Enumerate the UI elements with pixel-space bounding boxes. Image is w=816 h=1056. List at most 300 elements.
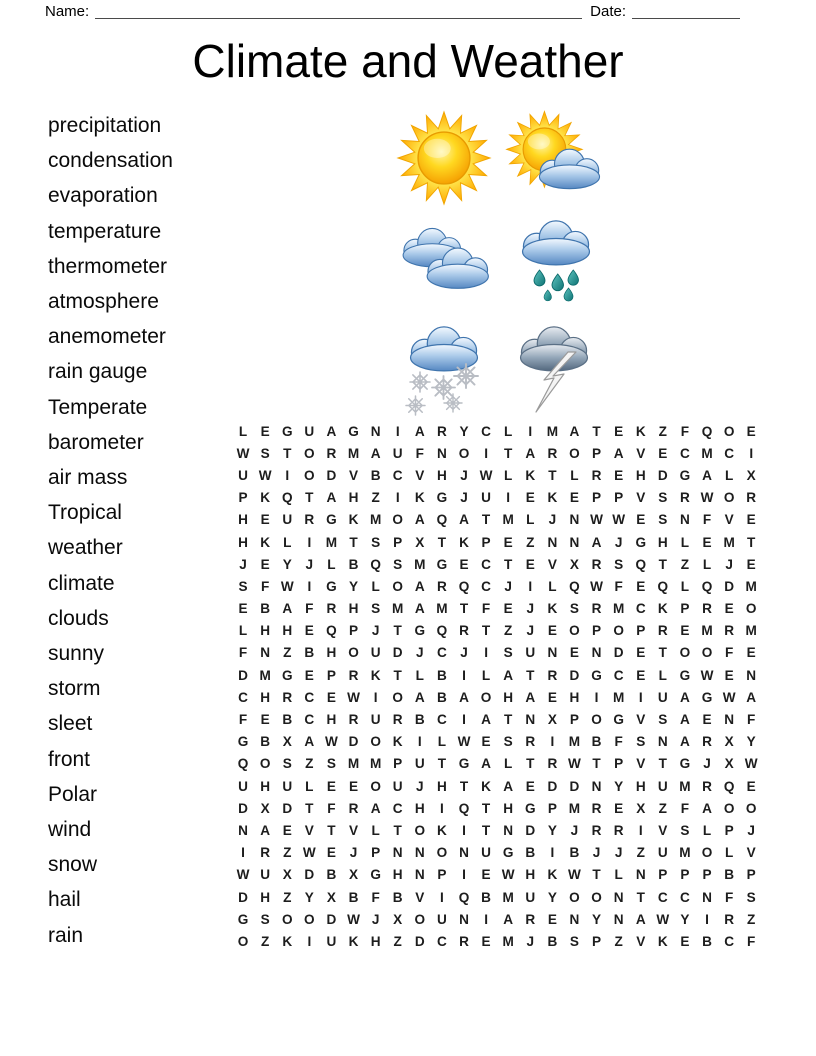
grid-letter: I [550,734,555,750]
grid-letter: N [569,911,580,927]
grid-letter: E [746,645,756,661]
grid-letter: D [613,645,624,661]
grid-letter: T [658,556,667,572]
word-item: Temperate [48,395,148,419]
grid-letter: E [636,578,646,594]
grid-letter: C [436,645,447,661]
grid-letter: K [547,490,558,506]
grid-letter: H [326,712,337,728]
grid-letter: F [238,645,248,661]
grid-letter: D [724,578,735,594]
grid-letter: Z [526,534,535,550]
grid-letter: H [525,867,536,883]
grid-letter: T [504,712,513,728]
grid-letter: O [436,845,448,861]
grid-letter: A [680,734,690,750]
grid-letter: J [614,845,623,861]
grid-letter: X [260,800,270,816]
grid-letter: S [746,889,756,905]
grid-letter: I [440,800,444,816]
grid-letter: D [238,667,248,683]
grid-letter: O [723,800,735,816]
grid-letter: J [703,756,711,772]
grid-letter: K [525,467,536,483]
grid-letter: U [326,933,337,949]
grid-letter: L [702,556,712,572]
grid-letter: V [304,822,314,838]
grid-letter: A [569,423,580,439]
grid-letter: G [414,623,426,639]
grid-letter: B [436,689,447,705]
grid-letter: E [547,911,557,927]
grid-letter: B [547,933,558,949]
grid-letter: E [569,490,579,506]
grid-letter: P [393,534,403,550]
grid-letter: S [260,445,270,461]
grid-letter: O [458,445,470,461]
grid-letter: H [260,778,271,794]
grid-letter: E [702,712,712,728]
grid-letter: Z [658,800,667,816]
grid-letter: I [594,689,599,705]
grid-letter: A [304,734,315,750]
grid-letter: J [239,556,247,572]
grid-letter: U [657,845,668,861]
grid-letter: S [658,712,668,728]
grid-letter: W [590,512,603,528]
grid-letter: C [304,712,315,728]
grid-letter: J [570,822,579,838]
grid-letter: G [281,667,293,683]
grid-letter: U [657,778,668,794]
grid-letter: Q [436,512,448,528]
grid-letter: R [591,800,602,816]
grid-letter: L [481,667,491,683]
grid-letter: S [614,556,624,572]
grid-letter: A [326,423,337,439]
grid-letter: N [724,712,735,728]
grid-letter: A [414,601,425,617]
grid-letter: P [636,623,646,639]
grid-letter: M [745,578,757,594]
grid-letter: J [349,845,358,861]
grid-letter: B [414,712,425,728]
grid-letter: O [304,911,315,927]
grid-letter: O [281,911,293,927]
grid-letter: M [568,800,581,816]
grid-letter: I [395,423,400,439]
grid-letter: J [305,556,314,572]
grid-letter: X [547,712,557,728]
word-item: barometer [48,430,144,454]
word-item: evaporation [48,184,158,208]
grid-letter: N [591,778,602,794]
grid-letter: N [525,712,536,728]
grid-letter: K [547,601,558,617]
grid-letter: X [746,467,756,483]
grid-letter: I [528,423,533,439]
grid-letter: Q [723,778,735,794]
grid-letter: H [436,467,447,483]
grid-letter: Y [614,778,624,794]
grid-letter: L [415,667,424,683]
word-item: temperature [48,219,162,243]
grid-letter: O [591,712,602,728]
grid-letter: P [592,445,602,461]
grid-letter: W [280,578,294,594]
grid-letter: K [260,490,271,506]
grid-letter: M [679,778,691,794]
grid-letter: I [749,445,754,461]
grid-letter: E [304,623,314,639]
grid-letter: H [238,512,248,528]
grid-letter: K [370,667,381,683]
grid-letter: Q [281,490,293,506]
grid-letter: G [436,556,448,572]
grid-letter: H [260,689,271,705]
grid-letter: T [283,445,292,461]
grid-letter: E [348,778,359,794]
grid-letter: H [260,623,271,639]
grid-letter: B [392,889,403,905]
word-item: climate [48,571,115,595]
grid-letter: U [238,778,248,794]
grid-letter: P [680,601,690,617]
grid-letter: C [392,467,403,483]
grid-letter: R [348,800,359,816]
grid-letter: V [636,490,646,506]
grid-letter: T [437,534,447,550]
grid-letter: A [459,512,469,528]
grid-letter: O [745,601,757,617]
grid-letter: J [371,911,380,927]
grid-letter: L [570,467,579,483]
grid-letter: F [747,933,756,949]
grid-letter: R [392,712,403,728]
grid-letter: R [348,712,359,728]
word-item: weather [48,536,123,560]
grid-letter: T [349,534,358,550]
grid-letter: R [613,822,624,838]
grid-letter: E [525,556,535,572]
grid-letter: G [458,756,470,772]
grid-letter: B [326,867,337,883]
grid-letter: Q [436,623,448,639]
grid-letter: H [414,800,425,816]
grid-letter: G [679,756,691,772]
grid-letter: Y [592,911,602,927]
grid-letter: R [702,734,712,750]
grid-letter: P [724,822,734,838]
grid-letter: K [414,490,425,506]
grid-letter: I [307,578,312,594]
grid-letter: J [526,601,535,617]
grid-letter: N [547,534,558,550]
grid-letter: I [484,445,488,461]
grid-letter: H [635,778,646,794]
grid-letter: T [393,667,402,683]
grid-letter: L [238,623,248,639]
word-item: rain [48,923,84,947]
grid-letter: S [371,601,381,617]
grid-letter: N [414,867,425,883]
grid-letter: A [370,800,381,816]
grid-letter: E [680,933,690,949]
grid-letter: N [436,445,447,461]
grid-letter: T [305,800,314,816]
grid-letter: W [347,689,360,705]
grid-letter: W [501,867,515,883]
grid-letter: P [371,845,381,861]
grid-letter: G [436,490,448,506]
grid-letter: A [525,689,536,705]
grid-letter: J [460,490,468,506]
grid-letter: G [679,467,691,483]
word-list [48,108,248,953]
grid-letter: U [238,467,248,483]
grid-letter: L [680,578,690,594]
grid-letter: W [236,867,250,883]
grid-letter: Q [370,556,381,572]
grid-letter: S [371,534,381,550]
grid-letter: N [657,734,668,750]
grid-letter: S [680,822,690,838]
grid-letter: U [525,645,536,661]
grid-letter: O [613,623,624,639]
grid-letter: M [502,933,514,949]
word-item: front [48,747,91,771]
grid-letter: K [348,933,359,949]
grid-letter: I [638,689,643,705]
grid-letter: I [528,578,533,594]
grid-letter: M [745,623,757,639]
grid-letter: R [680,490,690,506]
grid-letter: P [238,490,248,506]
grid-letter: A [414,423,425,439]
grid-letter: V [746,845,756,861]
grid-letter: N [459,911,469,927]
grid-letter: W [568,867,581,883]
grid-letter: B [260,734,271,750]
grid-letter: X [282,734,292,750]
date-label: Date: [590,3,626,20]
grid-letter: N [569,534,580,550]
grid-letter: T [548,467,557,483]
grid-letter: U [392,778,403,794]
grid-letter: E [260,423,270,439]
grid-letter: M [414,556,426,572]
word-item: storm [48,677,101,701]
grid-letter: I [550,845,555,861]
grid-letter: S [503,734,513,750]
grid-letter: A [481,712,491,728]
grid-letter: V [348,467,359,483]
word-item: thermometer [48,254,168,278]
grid-letter: R [525,911,536,927]
word-item: rain gauge [48,360,148,384]
grid-letter: V [415,467,425,483]
grid-letter: H [436,778,447,794]
grid-letter: I [417,734,422,750]
grid-letter: C [481,578,491,594]
grid-letter: I [285,467,290,483]
grid-letter: T [592,756,601,772]
grid-letter: B [304,645,315,661]
grid-letter: T [459,601,469,617]
grid-letter: E [481,933,491,949]
grid-letter: N [746,667,757,683]
grid-letter: E [282,822,292,838]
weather-icons [388,108,612,420]
grid-letter: S [238,578,248,594]
grid-letter: B [591,734,602,750]
grid-letter: L [548,578,557,594]
grid-letter: X [569,556,579,572]
word-item: air mass [48,466,128,490]
grid-letter: V [636,712,646,728]
grid-letter: L [724,467,734,483]
grid-letter: T [393,822,402,838]
grid-letter: O [701,845,713,861]
grid-letter: A [260,822,271,838]
grid-letter: C [680,889,690,905]
grid-letter: Q [458,578,470,594]
grid-letter: G [326,512,337,528]
grid-letter: T [481,512,491,528]
grid-letter: B [702,933,712,949]
grid-letter: B [260,601,271,617]
grid-letter: R [746,490,757,506]
grid-letter: M [612,689,625,705]
grid-letter: A [503,911,514,927]
grid-letter: O [569,889,580,905]
grid-letter: X [326,889,336,905]
grid-letter: X [282,867,292,883]
word-item: Tropical [48,501,122,525]
grid-letter: T [305,490,314,506]
grid-letter: D [348,734,359,750]
grid-letter: E [746,423,756,439]
grid-letter: C [724,933,735,949]
grid-letter: I [307,933,312,949]
grid-letter: F [260,578,270,594]
grid-letter: E [503,601,513,617]
grid-letter: Q [635,556,647,572]
grid-letter: E [746,512,756,528]
grid-letter: A [414,512,425,528]
grid-letter: J [548,512,557,528]
grid-letter: O [237,933,249,949]
grid-letter: L [437,734,447,750]
grid-letter: J [416,778,424,794]
grid-letter: J [526,623,535,639]
grid-letter: T [481,800,491,816]
grid-letter: F [238,712,248,728]
grid-letter: D [569,667,580,683]
word-item: Polar [48,782,98,806]
grid-letter: Z [260,933,270,949]
grid-letter: H [238,534,248,550]
grid-letter: I [638,822,643,838]
grid-letter: O [304,467,315,483]
grid-letter: R [525,734,536,750]
grid-letter: W [700,490,714,506]
grid-letter: E [525,490,535,506]
grid-letter: C [657,889,668,905]
grid-letter: R [304,512,315,528]
grid-letter: R [702,601,712,617]
grid-letter: O [723,423,735,439]
grid-letter: O [679,645,691,661]
grid-letter: N [569,512,580,528]
grid-letter: R [547,445,558,461]
grid-letter: M [723,534,735,550]
grid-letter: I [462,867,466,883]
grid-letter: O [370,734,381,750]
grid-letter: A [702,800,712,816]
grid-letter: D [282,800,293,816]
grid-letter: E [326,689,336,705]
grid-letter: O [480,689,492,705]
grid-letter: D [304,867,315,883]
grid-letter: E [614,423,624,439]
grid-letter: L [658,667,667,683]
grid-letter: Z [283,845,292,861]
grid-letter: C [481,423,491,439]
grid-letter: S [393,556,403,572]
grid-letter: J [725,556,733,572]
grid-letter: O [569,445,580,461]
grid-letter: M [612,601,625,617]
grid-letter: B [481,889,491,905]
grid-letter: I [440,889,444,905]
grid-letter: F [415,445,424,461]
grid-letter: Z [371,490,380,506]
rain-cloud-icon [500,214,612,314]
grid-letter: E [459,556,469,572]
grid-letter: D [238,800,248,816]
grid-letter: R [459,933,469,949]
grid-letter: P [658,867,668,883]
grid-letter: V [636,756,646,772]
grid-letter: D [414,933,425,949]
grid-letter: R [724,623,735,639]
grid-letter: V [547,556,557,572]
grid-letter: G [679,667,691,683]
grid-letter: K [260,534,271,550]
word-item: sunny [48,642,105,666]
grid-letter: W [258,467,272,483]
grid-letter: J [460,467,468,483]
grid-letter: W [612,512,626,528]
grid-letter: O [259,756,271,772]
grid-letter: K [657,933,668,949]
grid-letter: F [305,601,314,617]
grid-letter: H [503,800,514,816]
grid-letter: Y [304,889,314,905]
worksheet-header [45,0,740,21]
sun-icon [388,108,500,208]
grid-letter: E [481,867,491,883]
snow-cloud-icon [388,320,500,420]
grid-letter: A [414,578,425,594]
word-item: condensation [48,149,173,173]
grid-letter: B [370,467,381,483]
grid-letter: H [392,867,403,883]
word-item: clouds [48,606,109,630]
grid-letter: B [348,889,359,905]
grid-letter: M [436,601,448,617]
